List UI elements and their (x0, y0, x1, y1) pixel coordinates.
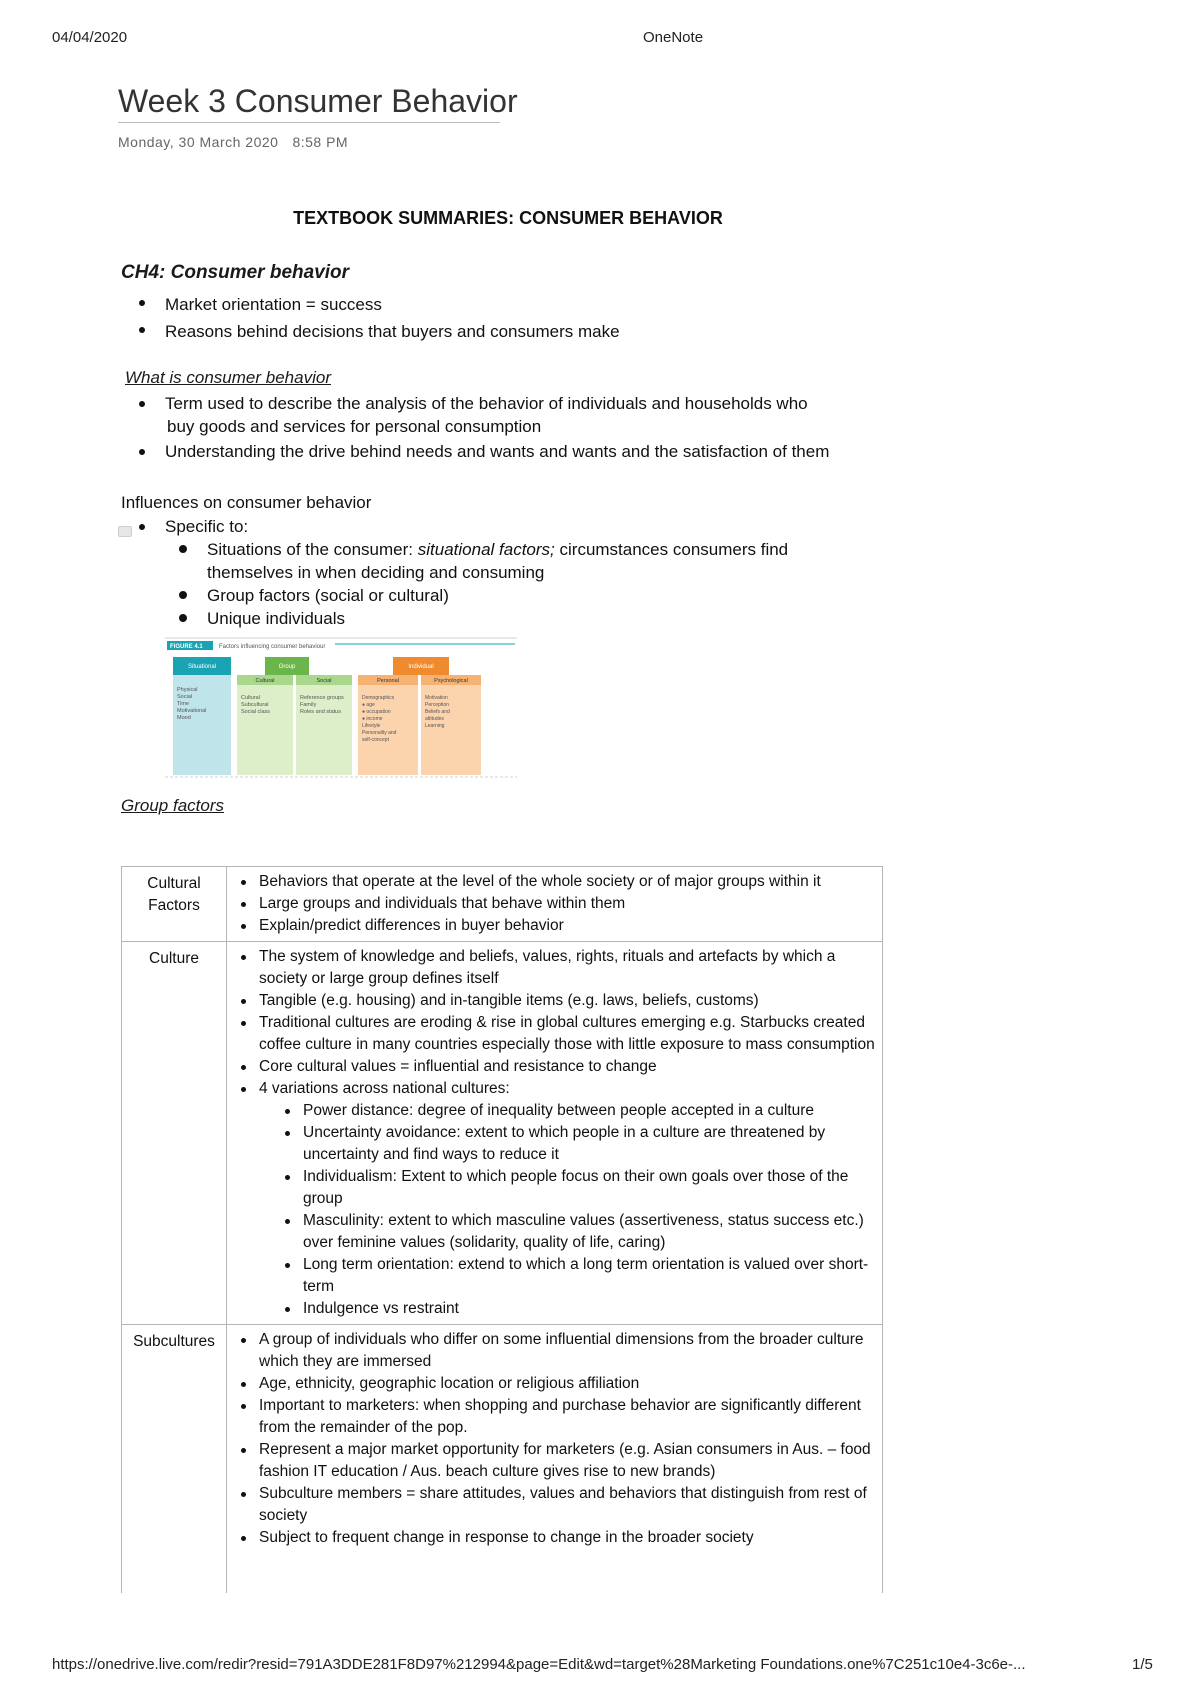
table-cell-content[interactable] (227, 1325, 883, 1594)
what-is-list (121, 392, 921, 463)
footer-page-count: 1/5 (1132, 1656, 1153, 1673)
list-item-line: buy goods and services for personal consumption (167, 417, 542, 436)
table-cell-label[interactable] (122, 867, 227, 942)
table-row (122, 867, 883, 942)
figure-situational-item: Physical (177, 687, 198, 693)
figure-individual-header: Individual (408, 664, 434, 670)
figure-personal-item: ● income (362, 716, 383, 722)
ch4-list (121, 291, 901, 345)
list-item: Market orientation = success (121, 291, 901, 318)
page-time: 8:58 PM (292, 134, 349, 150)
footer-url[interactable]: https://onedrive.live.com/redir?resid=791A3DDE281F8D97%212994&page=Edit&wd=target%28Marketing Foundations.one%7C251c10e4-3c6e-... (52, 1656, 1026, 1673)
figure-psychological-header: Psychological (434, 678, 468, 684)
list-item: Core cultural values = influential and resistance to change (233, 1056, 876, 1078)
figure-psych-item: attitudes (425, 716, 444, 722)
specific-sublist (163, 538, 921, 630)
figure-cultural-item: Cultural (241, 695, 260, 701)
situations-italic: situational factors; (417, 540, 555, 559)
list-item: Understanding the drive behind needs and wants and wants and the satisfaction of them (121, 440, 921, 463)
list-item: Long term orientation: extend to which a long term orientation is valued over short-term (233, 1254, 876, 1298)
figure-psych-item: Motivation (425, 695, 448, 701)
culture-list (233, 946, 876, 1100)
page-title[interactable]: Week 3 Consumer Behavior (118, 83, 500, 123)
list-item: Traditional cultures are eroding & rise in global cultures emerging e.g. Starbucks created coffee culture in many countries especially those with little exposure to mass consumption (233, 1012, 876, 1056)
figure-situational-item: Social (177, 694, 192, 700)
table-cell-content[interactable] (227, 942, 883, 1325)
figure-psych-item: Learning (425, 723, 445, 729)
figure-personal-header: Personal (377, 678, 399, 684)
list-item: Masculinity: extent to which masculine values (assertiveness, status success etc.) over feminine values (solidarity, quality of life, caring) (233, 1210, 876, 1254)
print-app-name: OneNote (643, 29, 704, 46)
figure-group-header: Group (278, 664, 296, 670)
figure-personal-item: Personality and (362, 730, 397, 736)
culture-sublist (233, 1100, 876, 1320)
group-factors-table (121, 866, 883, 1593)
list-item-line (207, 538, 921, 561)
figure-social-item: Roles and status (300, 709, 341, 715)
list-item: Behaviors that operate at the level of the whole society or of major groups within it (233, 871, 876, 893)
list-item: Large groups and individuals that behave within them (233, 893, 876, 915)
figure-personal-item: self-concept (362, 737, 389, 743)
table-cell-content[interactable] (227, 867, 883, 942)
figure-psych-item: Perception (425, 702, 449, 708)
list-item: Age, ethnicity, geographic location or religious affiliation (233, 1373, 876, 1395)
figure-label: FIGURE 4.1 (170, 644, 203, 650)
table-cell-label[interactable]: Subcultures (122, 1325, 227, 1594)
list-item: Subject to frequent change in response to change in the broader society (233, 1527, 876, 1549)
situations-label: Situations of the consumer: (207, 540, 414, 559)
figure-personal-item: ● occupation (362, 709, 391, 715)
row-label-line: Cultural (147, 875, 201, 892)
figure-personal-item: Lifestyle (362, 723, 381, 729)
figure-personal-item: ● age (362, 702, 375, 708)
table-cell-label[interactable]: Culture (122, 942, 227, 1325)
influences-list (121, 515, 921, 630)
cultural-factors-list (233, 871, 876, 937)
situations-rest: circumstances consumers find (559, 540, 789, 559)
list-item (163, 538, 921, 584)
figure-caption: Factors influencing consumer behaviour (219, 644, 326, 650)
list-item: Subculture members = share attitudes, values and behaviors that distinguish from rest of society (233, 1483, 876, 1527)
list-item-line: themselves in when deciding and consuming (207, 563, 545, 582)
figure-situational-item: Mood (177, 715, 191, 721)
figure-cultural-item: Subcultural (241, 702, 269, 708)
list-item: 4 variations across national cultures: (233, 1078, 876, 1100)
figure-situational-item: Time (177, 701, 190, 707)
row-label-line: Factors (148, 897, 200, 914)
list-item: Explain/predict differences in buyer behavior (233, 915, 876, 937)
list-item: Uncertainty avoidance: extent to which people in a culture are threatened by uncertainty and find ways to reduce it (233, 1122, 876, 1166)
list-item: The system of knowledge and beliefs, values, rights, rituals and artefacts by which a society or large group defines itself (233, 946, 876, 990)
list-item: Important to marketers: when shopping and purchase behavior are significantly different from the remainder of the pop. (233, 1395, 876, 1439)
list-item: Power distance: degree of inequality between people accepted in a culture (233, 1100, 876, 1122)
table-row (122, 942, 883, 1325)
list-item: Tangible (e.g. housing) and in-tangible items (e.g. laws, beliefs, customs) (233, 990, 876, 1012)
figure-social-item: Family (300, 702, 317, 708)
list-item: A group of individuals who differ on some influential dimensions from the broader culture which they are immersed (233, 1329, 876, 1373)
figure-personal-item: Demographics (362, 695, 395, 701)
figure-cultural-item: Social class (241, 709, 271, 715)
figure-factors-influencing-behaviour (165, 637, 517, 779)
list-item: Indulgence vs restraint (233, 1298, 876, 1320)
page-timestamp (118, 134, 348, 150)
section-heading: TEXTBOOK SUMMARIES: CONSUMER BEHAVIOR (293, 208, 723, 228)
figure-situational-header: Situational (187, 664, 217, 670)
page-date: Monday, 30 March 2020 (118, 134, 279, 150)
table-row (122, 1325, 883, 1594)
group-factors-heading: Group factors (121, 796, 224, 815)
list-item: Represent a major market opportunity for marketers (e.g. Asian consumers in Aus. – food fashion IT education / Aus. beach culture gives rise to new brands) (233, 1439, 876, 1483)
figure-situational-item: Motivational (177, 708, 207, 714)
figure-social-header: Social (316, 678, 332, 684)
figure-psych-item: Beliefs and (425, 709, 450, 715)
list-item: Unique individuals (163, 607, 921, 630)
list-item (121, 392, 921, 438)
list-item: Individualism: Extent to which people focus on their own goals over those of the group (233, 1166, 876, 1210)
print-date: 04/04/2020 (52, 29, 128, 46)
subcultures-list (233, 1329, 876, 1549)
list-item (121, 515, 921, 630)
specific-label: Specific to: (165, 517, 249, 536)
list-item: Reasons behind decisions that buyers and consumers make (121, 318, 901, 345)
influences-heading: Influences on consumer behavior (121, 493, 372, 512)
what-is-heading: What is consumer behavior (125, 368, 331, 387)
list-item-line: Term used to describe the analysis of the behavior of individuals and households who (165, 394, 808, 413)
chapter-heading: CH4: Consumer behavior (121, 262, 350, 283)
figure-cultural-header: Cultural (255, 678, 275, 684)
figure-social-item: Reference groups (300, 695, 344, 701)
list-item: Group factors (social or cultural) (163, 584, 921, 607)
